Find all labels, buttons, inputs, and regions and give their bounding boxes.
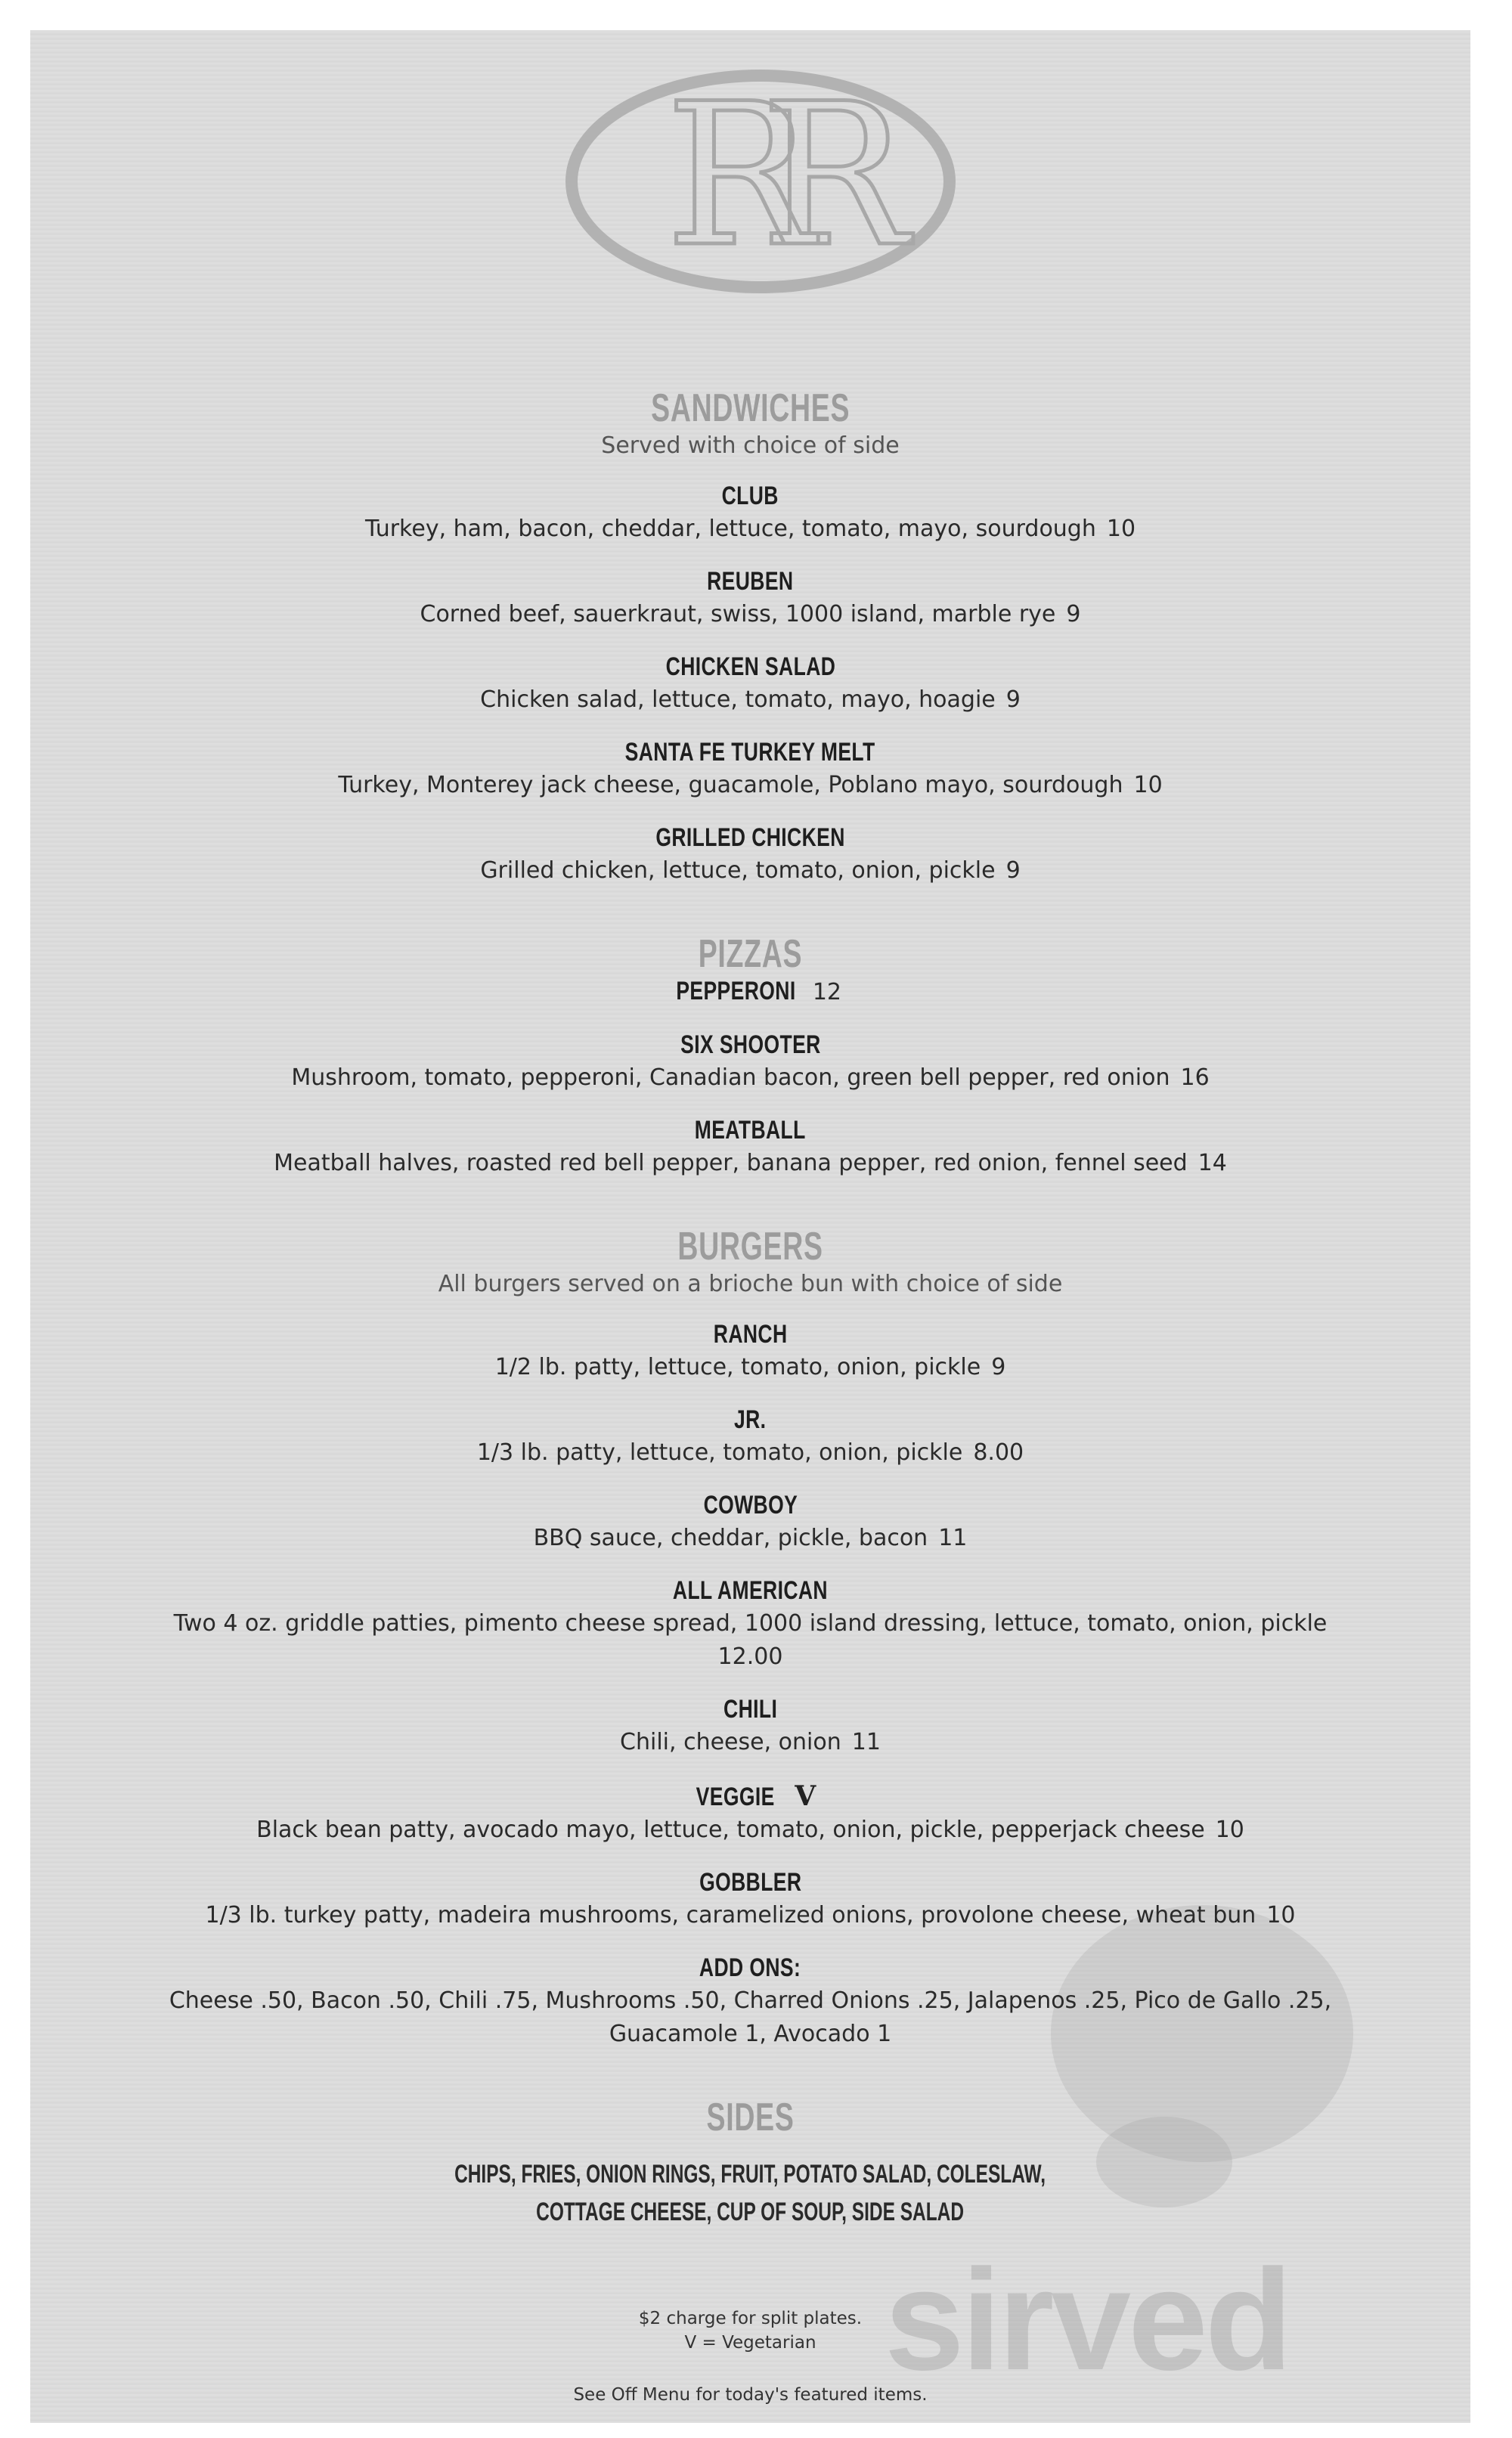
item-name: GRILLED CHICKEN [655,823,845,852]
add-ons-title: ADD ONS: [699,1953,801,1982]
item-name: ALL AMERICAN [672,1576,829,1605]
item-price: 8.00 [973,1439,1024,1466]
item-price: 12.00 [717,1643,783,1670]
section-sides [30,2095,1470,2231]
item-name: COWBOY [703,1491,798,1519]
rr-logo [564,68,957,295]
item-price: 10 [1133,772,1163,798]
menu-item-gobbler [30,1868,1470,1931]
section-title: BURGERS [677,1225,823,1269]
item-name: JR. [734,1405,767,1434]
menu-item-chili [30,1695,1470,1758]
item-price: 10 [1215,1817,1244,1843]
item-desc: 1/3 lb. patty, lettuce, tomato, onion, pickle [476,1439,963,1466]
item-desc: Corned beef, sauerkraut, swiss, 1000 island, marble rye [420,601,1056,627]
menu-item-jr [30,1405,1470,1468]
item-name: CHILI [723,1695,778,1724]
item-price: 9 [991,1354,1006,1380]
item-desc: Mushroom, tomato, pepperoni, Canadian bacon, green bell pepper, red onion [291,1064,1170,1091]
section-burgers [30,1224,1470,2049]
item-desc: Meatball halves, roasted red bell pepper, banana pepper, red onion, fennel seed [274,1150,1188,1176]
menu-page [30,30,1470,2423]
item-price: 11 [938,1525,968,1551]
menu-notes [30,2306,1470,2355]
menu-item-cowboy [30,1491,1470,1554]
item-name: GOBBLER [699,1868,802,1897]
item-desc: Two 4 oz. griddle patties, pimento cheese spread, 1000 island dressing, lettuce, tomato, onion, pickle [173,1610,1328,1637]
menu-item-all-american [30,1576,1470,1672]
item-name: SIX SHOOTER [680,1030,821,1059]
menu-item-ranch [30,1320,1470,1383]
menu-item-six-shooter [30,1030,1470,1093]
menu-item-santa-fe-turkey-melt [30,738,1470,801]
section-title: PIZZAS [698,932,803,976]
item-price: 9 [1005,857,1021,884]
item-name: REUBEN [707,567,794,596]
sides-line: CHIPS, FRIES, ONION RINGS, FRUIT, POTATO SALAD, COLESLAW, [454,2160,1046,2189]
section-title: SIDES [706,2096,795,2139]
menu-item-club [30,482,1470,544]
sides-list [454,2155,1046,2231]
item-desc: Grilled chicken, lettuce, tomato, onion, pickle [480,857,996,884]
vegetarian-badge: V [795,1780,816,1812]
menu-item-pepperoni [30,977,1470,1008]
vegetarian-legend: V = Vegetarian [684,2333,816,2353]
section-title: SANDWICHES [650,386,850,430]
menu-item-grilled-chicken [30,823,1470,886]
item-name: SANTA FE TURKEY MELT [625,738,875,767]
menu-item-chicken-salad [30,652,1470,715]
item-desc: 1/2 lb. patty, lettuce, tomato, onion, pickle [494,1354,981,1380]
section-pizzas [30,931,1470,1179]
add-ons-line: Cheese .50, Bacon .50, Chili .75, Mushrooms .50, Charred Onions .25, Jalapenos .25, Pico de Gallo .25, [169,1987,1332,2014]
section-sandwiches [30,386,1470,886]
item-price: 12 [812,979,842,1005]
logo-letters: RR [665,68,856,290]
watermark-text: sirved [885,2240,1290,2400]
item-desc: Black bean patty, avocado mayo, lettuce, tomato, onion, pickle, pepperjack cheese [256,1817,1205,1843]
item-name: PEPPERONI [676,977,796,1005]
footer-note: See Off Menu for today's featured items. [573,2385,928,2405]
item-desc: Turkey, ham, bacon, cheddar, lettuce, tomato, mayo, sourdough [364,516,1096,542]
item-name: CHICKEN SALAD [665,652,835,681]
add-ons [30,1953,1470,2049]
add-ons-line: Guacamole 1, Avocado 1 [609,2021,892,2047]
menu-item-meatball [30,1116,1470,1179]
item-price: 10 [1106,516,1136,542]
item-price: 9 [1066,601,1081,627]
item-price: 14 [1198,1150,1227,1176]
sides-line: COTTAGE CHEESE, CUP OF SOUP, SIDE SALAD [536,2198,965,2226]
item-desc: BBQ sauce, cheddar, pickle, bacon [533,1525,928,1551]
section-subtitle: Served with choice of side [601,432,900,459]
item-desc: 1/3 lb. turkey patty, madeira mushrooms, caramelized onions, provolone cheese, wheat bun [205,1902,1256,1928]
menu-content [30,386,1470,2405]
item-price: 9 [1005,686,1021,713]
item-price: 11 [851,1729,881,1755]
menu-item-veggie [30,1780,1470,1845]
item-name: MEATBALL [694,1116,806,1145]
menu-item-reuben [30,567,1470,630]
split-plate-note: $2 charge for split plates. [638,2309,863,2328]
item-price: 16 [1180,1064,1210,1091]
section-subtitle: All burgers served on a brioche bun with choice of side [438,1271,1063,1297]
item-desc: Chicken salad, lettuce, tomato, mayo, hoagie [480,686,996,713]
item-price: 10 [1266,1902,1296,1928]
item-desc: Turkey, Monterey jack cheese, guacamole, Poblano mayo, sourdough [338,772,1123,798]
item-name: CLUB [721,482,779,510]
item-desc: Chili, cheese, onion [620,1729,841,1755]
item-name: VEGGIE [696,1783,775,1811]
item-name: RANCH [713,1320,788,1349]
